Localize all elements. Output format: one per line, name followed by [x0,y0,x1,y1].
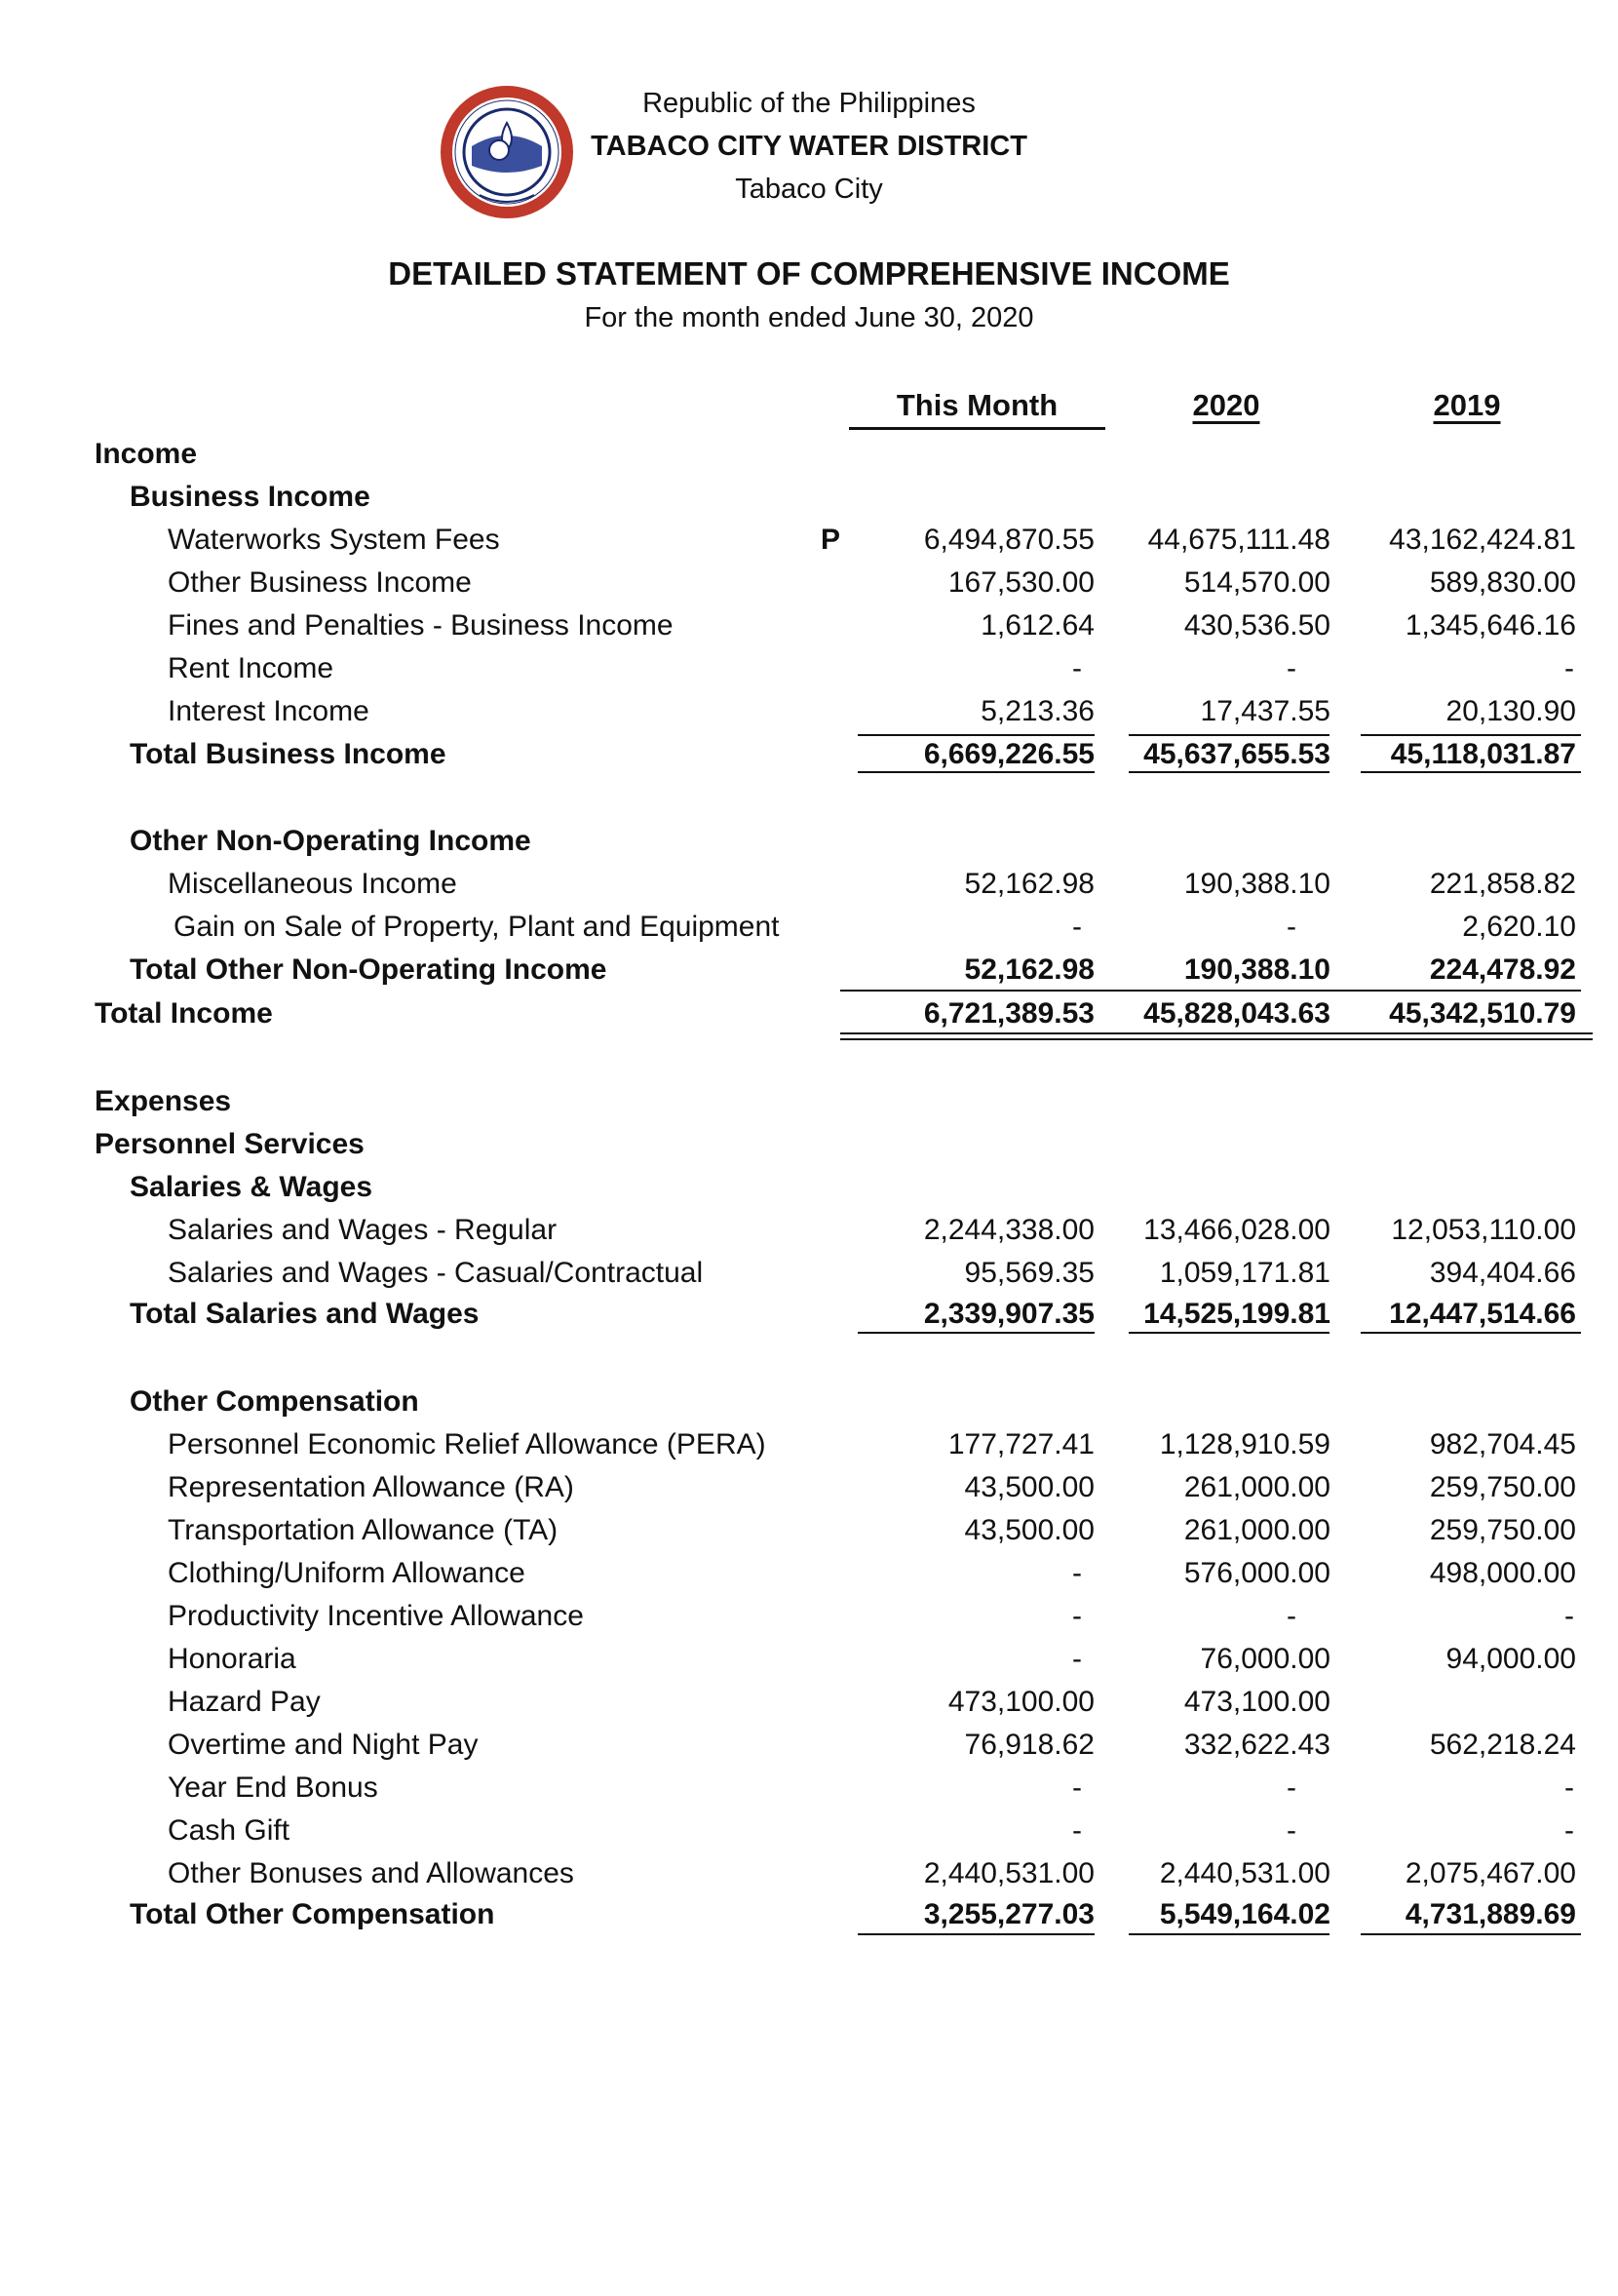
row-label: Productivity Incentive Allowance [168,1600,584,1632]
table-row [0,1767,1618,1810]
column-header-this-month: This Month [849,388,1105,430]
value-this-month: - [1072,1814,1082,1847]
total-rule [858,1332,1095,1334]
value-2020: 1,059,171.81 [1159,1257,1330,1289]
table-row [0,690,1618,733]
row-label: Hazard Pay [168,1686,321,1718]
total-2020: 5,549,164.02 [1159,1898,1330,1930]
statement-title: DETAILED STATEMENT OF COMPREHENSIVE INCOME [388,255,1230,292]
section-heading [0,1123,1618,1166]
value-this-month: 76,918.62 [964,1729,1095,1761]
value-2020: 514,570.00 [1183,566,1330,599]
total-rule [858,771,1095,773]
value-2020: - [1287,1600,1296,1632]
table-row [0,647,1618,690]
value-2020: 44,675,111.48 [1147,524,1330,556]
subsection-label-other-comp: Other Compensation [130,1385,419,1418]
table-row [0,1724,1618,1767]
value-2020: - [1287,1771,1296,1804]
value-2020: 1,128,910.59 [1159,1428,1330,1460]
value-this-month: - [1072,1557,1082,1589]
total-rule [1361,1332,1581,1334]
total-this-month: 2,339,907.35 [923,1298,1095,1330]
value-2019: 221,858.82 [1429,868,1576,900]
value-this-month: 2,440,531.00 [923,1857,1095,1889]
total-rule [1361,771,1581,773]
value-this-month: 177,727.41 [947,1428,1095,1460]
row-label: Year End Bonus [168,1771,378,1804]
table-row [0,1209,1618,1252]
statement-subtitle: For the month ended June 30, 2020 [584,302,1034,333]
value-2020: - [1287,1814,1296,1847]
table-row [0,1466,1618,1509]
total-2019: 224,478.92 [1429,953,1576,986]
value-2020: - [1287,911,1296,943]
table-row [0,604,1618,647]
value-2019: 94,000.00 [1445,1643,1576,1675]
value-2019: 20,130.90 [1445,695,1576,727]
double-rule-1 [840,1032,1593,1034]
total-row [0,1893,1618,1936]
column-header-2020: 2020 [1192,388,1260,422]
total-row [0,1293,1618,1336]
total-rule [1129,771,1329,773]
grand-total-this-month: 6,721,389.53 [923,997,1095,1030]
total-2019: 12,447,514.66 [1389,1298,1576,1330]
header-republic: Republic of the Philippines [642,88,976,119]
row-label: Cash Gift [168,1814,290,1847]
table-row [0,1638,1618,1681]
value-this-month: 43,500.00 [964,1514,1095,1546]
subsection-label-salaries: Salaries & Wages [130,1171,373,1203]
value-2019: 2,620.10 [1462,911,1576,943]
value-2019: - [1564,1771,1574,1804]
row-label: Personnel Economic Relief Allowance (PERA) [168,1428,766,1460]
peso-sign: P [821,524,841,556]
header-city: Tabaco City [735,174,883,205]
total-2020: 190,388.10 [1183,953,1330,986]
subsection-heading [0,1166,1618,1209]
value-2019: 562,218.24 [1429,1729,1576,1761]
table-row [0,1509,1618,1552]
value-2020: 261,000.00 [1183,1471,1330,1503]
value-this-month: - [1072,911,1082,943]
value-this-month: 52,162.98 [964,868,1095,900]
value-this-month: - [1072,1643,1082,1675]
table-row [0,1552,1618,1595]
value-2019: 43,162,424.81 [1389,524,1576,556]
value-2020: 576,000.00 [1183,1557,1330,1589]
row-label: Gain on Sale of Property, Plant and Equipment [173,911,780,943]
table-row [0,562,1618,604]
value-2019: - [1564,1814,1574,1847]
section-label-income: Income [95,438,198,470]
value-2019: 259,750.00 [1429,1514,1576,1546]
value-this-month: - [1072,1771,1082,1804]
grand-total-2019: 45,342,510.79 [1389,997,1576,1030]
value-2019: 589,830.00 [1429,566,1576,599]
value-2019: 259,750.00 [1429,1471,1576,1503]
value-2020: 430,536.50 [1183,609,1330,642]
row-label: Fines and Penalties - Business Income [168,609,674,642]
row-label: Rent Income [168,652,334,684]
table-row [0,1595,1618,1638]
value-2020: 261,000.00 [1183,1514,1330,1546]
section-label-expenses: Expenses [95,1085,232,1117]
value-2019: 2,075,467.00 [1405,1857,1576,1889]
value-2019: 394,404.66 [1429,1257,1576,1289]
row-label: Clothing/Uniform Allowance [168,1557,525,1589]
total-this-month: 6,669,226.55 [923,738,1095,770]
total-this-month: 52,162.98 [964,953,1095,986]
total-income-rule-top [840,990,1581,992]
value-2020: 190,388.10 [1183,868,1330,900]
value-2020: 76,000.00 [1200,1643,1330,1675]
subsection-heading [0,820,1618,863]
total-rule [1129,1933,1329,1935]
value-this-month: - [1072,1600,1082,1632]
table-row [0,1681,1618,1724]
double-rule-2 [840,1038,1593,1040]
row-label: Representation Allowance (RA) [168,1471,574,1503]
total-2020: 14,525,199.81 [1143,1298,1330,1330]
value-2020: 332,622.43 [1183,1729,1330,1761]
subsection-label-other-nonop: Other Non-Operating Income [130,825,531,857]
column-header-2019: 2019 [1433,388,1501,422]
total-row [0,733,1618,776]
total-rule [858,1933,1095,1935]
table-row [0,1423,1618,1466]
subsection-heading [0,476,1618,519]
value-this-month: 2,244,338.00 [923,1214,1095,1246]
row-label: Overtime and Night Pay [168,1729,479,1761]
header-agency-name: TABACO CITY WATER DISTRICT [591,131,1027,162]
subsection-label-business-income: Business Income [130,481,370,513]
value-2019: 982,704.45 [1429,1428,1576,1460]
table-row [0,863,1618,906]
row-label: Other Business Income [168,566,472,599]
value-2019: 1,345,646.16 [1405,609,1576,642]
value-2020: 17,437.55 [1200,695,1330,727]
row-label: Interest Income [168,695,369,727]
value-this-month: - [1072,652,1082,684]
value-this-month: 167,530.00 [947,566,1095,599]
value-2019: 12,053,110.00 [1391,1214,1576,1246]
total-this-month: 3,255,277.03 [923,1898,1095,1930]
grand-total-row [0,992,1618,1035]
value-2019: 498,000.00 [1429,1557,1576,1589]
grand-total-label: Total Income [95,997,273,1030]
value-this-month: 95,569.35 [964,1257,1095,1289]
subsection-heading [0,1381,1618,1423]
grand-total-2020: 45,828,043.63 [1143,997,1330,1030]
row-label: Waterworks System Fees [168,524,500,556]
row-label: Other Bonuses and Allowances [168,1857,574,1889]
value-this-month: 5,213.36 [981,695,1095,727]
total-rule [1129,1332,1329,1334]
section-label-personnel: Personnel Services [95,1128,365,1160]
value-2020: 2,440,531.00 [1159,1857,1330,1889]
table-row [0,1252,1618,1295]
value-this-month: 6,494,870.55 [923,524,1095,556]
value-2020: 13,466,028.00 [1143,1214,1330,1246]
value-2019: - [1564,1600,1574,1632]
total-2019: 4,731,889.69 [1405,1898,1576,1930]
row-label: Transportation Allowance (TA) [168,1514,559,1546]
section-heading [0,1080,1618,1123]
value-2020: 473,100.00 [1183,1686,1330,1718]
value-this-month: 43,500.00 [964,1471,1095,1503]
table-row [0,906,1618,949]
total-label: Total Salaries and Wages [130,1298,480,1330]
row-label: Salaries and Wages - Casual/Contractual [168,1257,704,1289]
total-label: Total Other Non-Operating Income [130,953,607,986]
total-2019: 45,118,031.87 [1390,738,1576,770]
row-label: Salaries and Wages - Regular [168,1214,558,1246]
value-this-month: 473,100.00 [947,1686,1095,1718]
row-label: Miscellaneous Income [168,868,457,900]
row-label: Honoraria [168,1643,296,1675]
section-heading [0,433,1618,476]
total-2020: 45,637,655.53 [1143,738,1330,770]
total-row [0,949,1618,992]
table-row [0,1852,1618,1895]
table-row [0,1810,1618,1852]
value-2020: - [1287,652,1296,684]
value-this-month: 1,612.64 [981,609,1095,642]
total-label: Total Other Compensation [130,1898,495,1930]
table-row [0,519,1618,562]
total-label: Total Business Income [130,738,446,770]
value-2019: - [1564,652,1574,684]
total-rule [1361,1933,1581,1935]
